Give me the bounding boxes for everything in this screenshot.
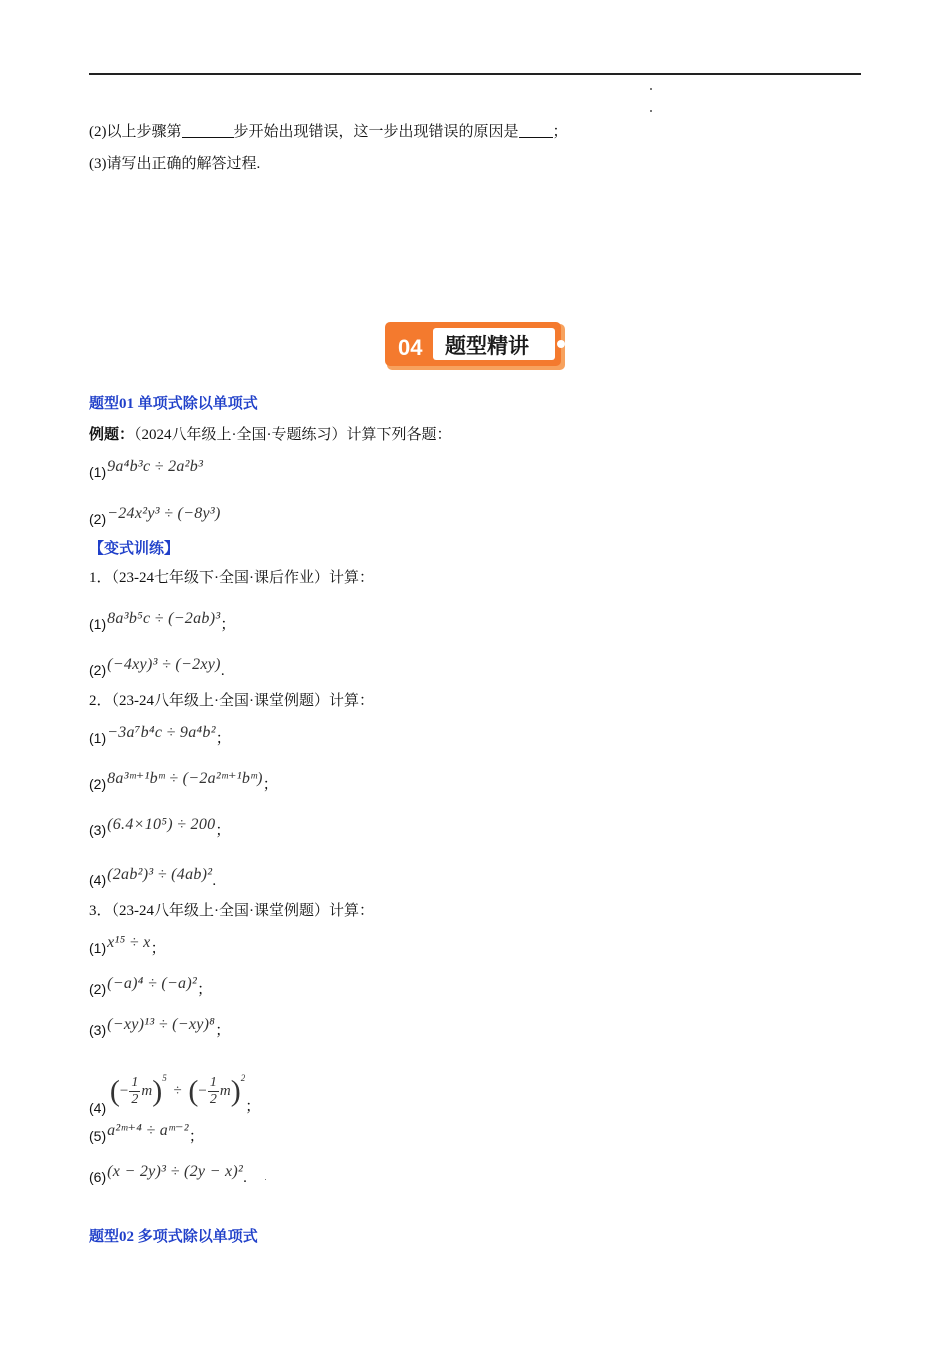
practice-item: (4)(2ab²)³ ÷ (4ab)².	[89, 866, 217, 889]
math-expression: 8a³ᵐ⁺¹bᵐ ÷ (−2a²ᵐ⁺¹bᵐ)	[107, 770, 263, 787]
math-expression: (−a)⁴ ÷ (−a)²	[107, 975, 198, 992]
example-item: (2)−24x²y³ ÷ (−8y³)	[89, 505, 221, 527]
math-expression: 8a³b⁵c ÷ (−2ab)³	[107, 610, 221, 627]
mark-dot	[650, 110, 652, 112]
practice-1-intro: 1．（23-24七年级下·全国·课后作业）计算：	[89, 570, 374, 586]
example-line: 例题：（2024八年级上·全国·专题练习）计算下列各题：	[89, 427, 452, 443]
math-expression: x¹⁵ ÷ x	[107, 934, 151, 951]
math-expression: −24x²y³ ÷ (−8y³)	[107, 505, 221, 522]
practice-item: (2)(−a)⁴ ÷ (−a)²；	[89, 975, 213, 998]
practice-item: (3)(−xy)¹³ ÷ (−xy)⁸；	[89, 1016, 231, 1039]
math-expression: (x − 2y)³ ÷ (2y − x)²	[107, 1163, 244, 1180]
math-expression: a²ᵐ⁺⁴ ÷ aᵐ⁻²	[107, 1122, 189, 1139]
example-item: (1)9a⁴b³c ÷ 2a²b³	[89, 458, 204, 480]
math-expression: (6.4×10⁵) ÷ 200	[107, 816, 216, 833]
type2-heading: 题型02 多项式除以单项式	[89, 1229, 258, 1245]
practice-2-intro: 2．（23-24八年级上·全国·课堂例题）计算：	[89, 693, 374, 709]
math-expression: −3a⁷b⁴c ÷ 9a⁴b²	[107, 724, 216, 741]
practice-item: (2)8a³ᵐ⁺¹bᵐ ÷ (−2a²ᵐ⁺¹bᵐ)；	[89, 770, 278, 793]
practice-item: (2)(−4xy)³ ÷ (−2xy).	[89, 656, 225, 679]
practice-3-intro: 3．（23-24八年级上·全国·课堂例题）计算：	[89, 903, 374, 919]
practice-label: 【变式训练】	[89, 541, 180, 557]
badge-graphic	[385, 322, 567, 370]
math-expression: 9a⁴b³c ÷ 2a²b³	[107, 458, 204, 475]
practice-item: (1)−3a⁷b⁴c ÷ 9a⁴b²；	[89, 724, 231, 747]
practice-item: (3)(6.4×10⁵) ÷ 200；	[89, 816, 231, 839]
math-expression: (− $\frac{1}{2}$ m)$^5$ ÷ (− $\frac{1}{2}$ m)$^2$	[109, 1073, 246, 1108]
practice-item: (5)a²ᵐ⁺⁴ ÷ aᵐ⁻²；	[89, 1122, 204, 1145]
prev-question-3: (3)请写出正确的解答过程.	[89, 156, 261, 172]
math-expression: (2ab²)³ ÷ (4ab)²	[107, 866, 213, 883]
section-badge	[385, 322, 567, 370]
practice-item: (4) (− $\frac{1}{2}$ m)$^5$ ÷ (− $\frac{1}{2}$ m)$^2$；	[89, 1086, 260, 1126]
mark-dot	[265, 1179, 266, 1180]
mark-dot	[650, 88, 652, 90]
type1-heading: 题型01 单项式除以单项式	[89, 396, 258, 412]
prev-question-2: (2)以上步骤第 步开始出现错误，这一步出现错误的原因是 ；	[89, 124, 568, 140]
practice-item: (1)x¹⁵ ÷ x；	[89, 934, 166, 957]
practice-item: (6)(x − 2y)³ ÷ (2y − x)².	[89, 1163, 247, 1186]
math-expression: (−xy)¹³ ÷ (−xy)⁸	[107, 1016, 216, 1033]
section-title: 题型精讲	[445, 334, 529, 358]
practice-item: (1)8a³b⁵c ÷ (−2ab)³；	[89, 610, 236, 633]
header-rule	[89, 73, 861, 75]
section-number: 04	[398, 335, 423, 360]
math-expression: (−4xy)³ ÷ (−2xy)	[107, 656, 221, 673]
